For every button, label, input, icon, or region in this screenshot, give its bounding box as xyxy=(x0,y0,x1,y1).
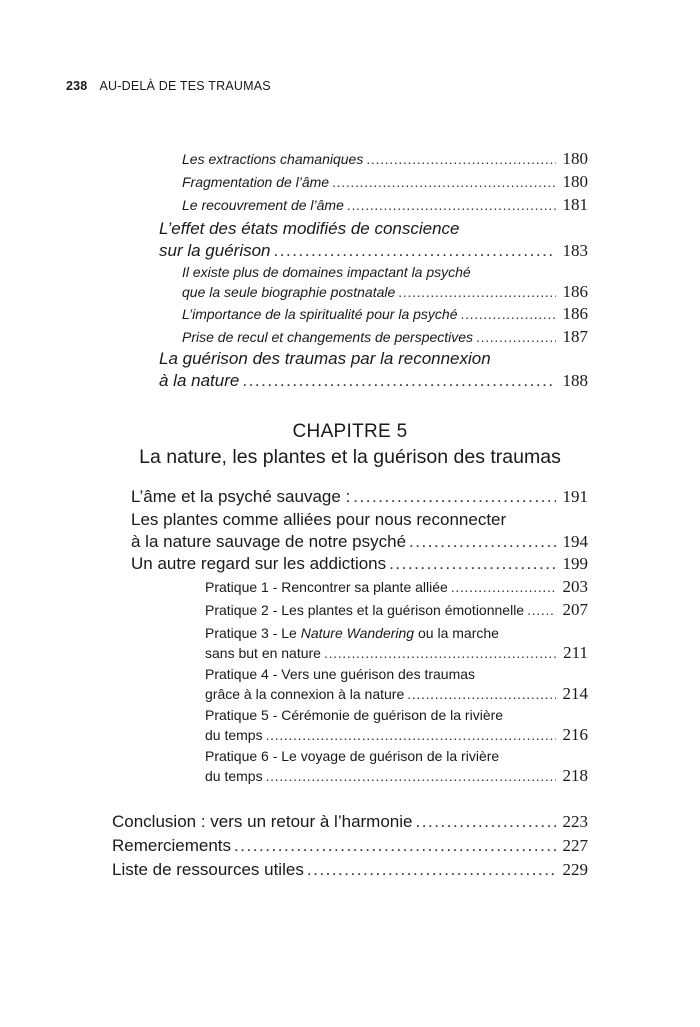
toc-entry xyxy=(131,509,588,553)
toc-page-number: 211 xyxy=(563,643,588,662)
leader-dots xyxy=(407,684,556,704)
toc-entry-title-cont: du temps xyxy=(205,727,263,743)
leader-dots xyxy=(242,370,556,392)
leader-dots xyxy=(476,328,556,347)
toc-entry-title-cont: grâce à la connexion à la nature xyxy=(205,686,405,702)
leader-dots xyxy=(398,283,556,302)
toc-page-number: 180 xyxy=(562,149,588,168)
leader-dots xyxy=(266,725,556,745)
toc-entry-title: La guérison des traumas par la reconnexion xyxy=(159,349,491,368)
toc-entry xyxy=(205,705,588,745)
toc-entry xyxy=(205,746,588,786)
toc-page-number: 216 xyxy=(562,725,588,744)
toc-entry xyxy=(131,553,588,575)
toc-page-number: 183 xyxy=(562,241,588,260)
toc-page-number: 194 xyxy=(562,532,588,551)
toc-page-number: 181 xyxy=(562,195,588,214)
leader-dots xyxy=(353,486,556,508)
toc-page-number: 203 xyxy=(562,577,588,596)
toc-page-number: 227 xyxy=(562,836,588,855)
toc-page-number: 207 xyxy=(562,600,588,619)
chapter-number: CHAPITRE 5 xyxy=(292,421,408,442)
toc-entry-title-cont: sans but en nature xyxy=(205,645,321,661)
running-head xyxy=(66,79,271,93)
toc-entry xyxy=(112,811,588,833)
toc-entry-title-cont: à la nature sauvage de notre psyché xyxy=(131,532,407,551)
toc-page-number: 188 xyxy=(562,371,588,390)
leader-dots xyxy=(332,173,556,192)
toc-entry-title: L’importance de la spiritualité pour la psyché xyxy=(182,306,458,322)
toc-entry xyxy=(131,486,588,508)
toc-entry-title: Un autre regard sur les addictions xyxy=(131,554,387,573)
toc-page-number: 223 xyxy=(562,812,588,831)
toc-entry-title-cont: du temps xyxy=(205,768,263,784)
toc-page-number: 191 xyxy=(562,487,588,506)
toc-entry-title: Pratique 3 - Le Nature Wandering ou la marche xyxy=(205,625,499,641)
leader-dots xyxy=(347,196,556,215)
toc-entry xyxy=(112,859,588,881)
toc-entry-title: Les plantes comme alliées pour nous reconnecter xyxy=(131,510,507,529)
running-title: AU-DELÀ DE TES TRAUMAS xyxy=(99,79,271,93)
leader-dots xyxy=(527,600,556,620)
chapter-title: La nature, les plantes et la guérison des traumas xyxy=(139,446,561,468)
leader-dots xyxy=(461,305,557,324)
leader-dots xyxy=(324,643,556,663)
toc-entry xyxy=(159,348,588,392)
toc-entry-title-cont: que la seule biographie postnatale xyxy=(182,284,396,300)
toc-entry-title: Il existe plus de domaines impactant la psyché xyxy=(182,264,471,280)
toc-entry xyxy=(205,623,588,663)
leader-dots xyxy=(274,240,556,262)
toc-entry-title-cont: sur la guérison xyxy=(159,241,271,260)
toc-page-number: 186 xyxy=(562,304,588,323)
toc-entry-title: Pratique 5 - Cérémonie de guérison de la rivière xyxy=(205,707,504,723)
leader-dots xyxy=(366,150,556,169)
toc-entry xyxy=(112,835,588,857)
leader-dots xyxy=(409,531,556,553)
toc-entry xyxy=(182,327,588,347)
leader-dots xyxy=(389,553,556,575)
toc-entry xyxy=(182,149,588,169)
toc-entry-title: L’effet des états modifiés de conscience xyxy=(159,219,460,238)
toc-entry-title: L’âme et la psyché sauvage : xyxy=(131,487,351,506)
toc-entry xyxy=(182,195,588,215)
toc-entry xyxy=(205,577,588,597)
toc-entry-title: Les extractions chamaniques xyxy=(182,151,364,167)
toc-page-number: 218 xyxy=(562,766,588,785)
leader-dots xyxy=(234,835,556,857)
leader-dots xyxy=(415,811,556,833)
toc-entry-title: Pratique 4 - Vers une guérison des traumas xyxy=(205,666,476,682)
toc-entry-title: Pratique 1 - Rencontrer sa plante alliée xyxy=(205,579,448,595)
toc-entry-title: Conclusion : vers un retour à l’harmonie xyxy=(112,812,413,831)
leader-dots xyxy=(266,766,556,786)
toc-entry-title-cont: à la nature xyxy=(159,371,240,390)
toc-entry xyxy=(182,263,588,302)
toc-entry-title: Prise de recul et changements de perspectives xyxy=(182,329,474,345)
leader-dots xyxy=(307,859,556,881)
toc-entry-title: Remerciements xyxy=(112,836,232,855)
leader-dots xyxy=(451,577,556,597)
toc-entry xyxy=(205,664,588,704)
toc-page-number: 229 xyxy=(562,860,588,879)
toc-entry xyxy=(159,218,588,262)
toc-entry xyxy=(182,172,588,192)
page-number: 238 xyxy=(66,79,88,93)
toc-entry-title: Le recouvrement de l’âme xyxy=(182,197,344,213)
toc-entry-title: Pratique 6 - Le voyage de guérison de la rivière xyxy=(205,748,500,764)
toc-page-number: 214 xyxy=(562,684,588,703)
toc-entry-title: Liste de ressources utiles xyxy=(112,860,304,879)
toc-entry xyxy=(182,304,588,324)
toc-page-number: 199 xyxy=(562,554,588,573)
toc-page-number: 186 xyxy=(562,282,588,301)
toc-page-number: 187 xyxy=(562,327,588,346)
toc-entry-title: Pratique 2 - Les plantes et la guérison émotionnelle xyxy=(205,602,525,618)
toc-page-number: 180 xyxy=(562,172,588,191)
toc-entry xyxy=(205,600,588,620)
toc-entry-title: Fragmentation de l’âme xyxy=(182,174,330,190)
